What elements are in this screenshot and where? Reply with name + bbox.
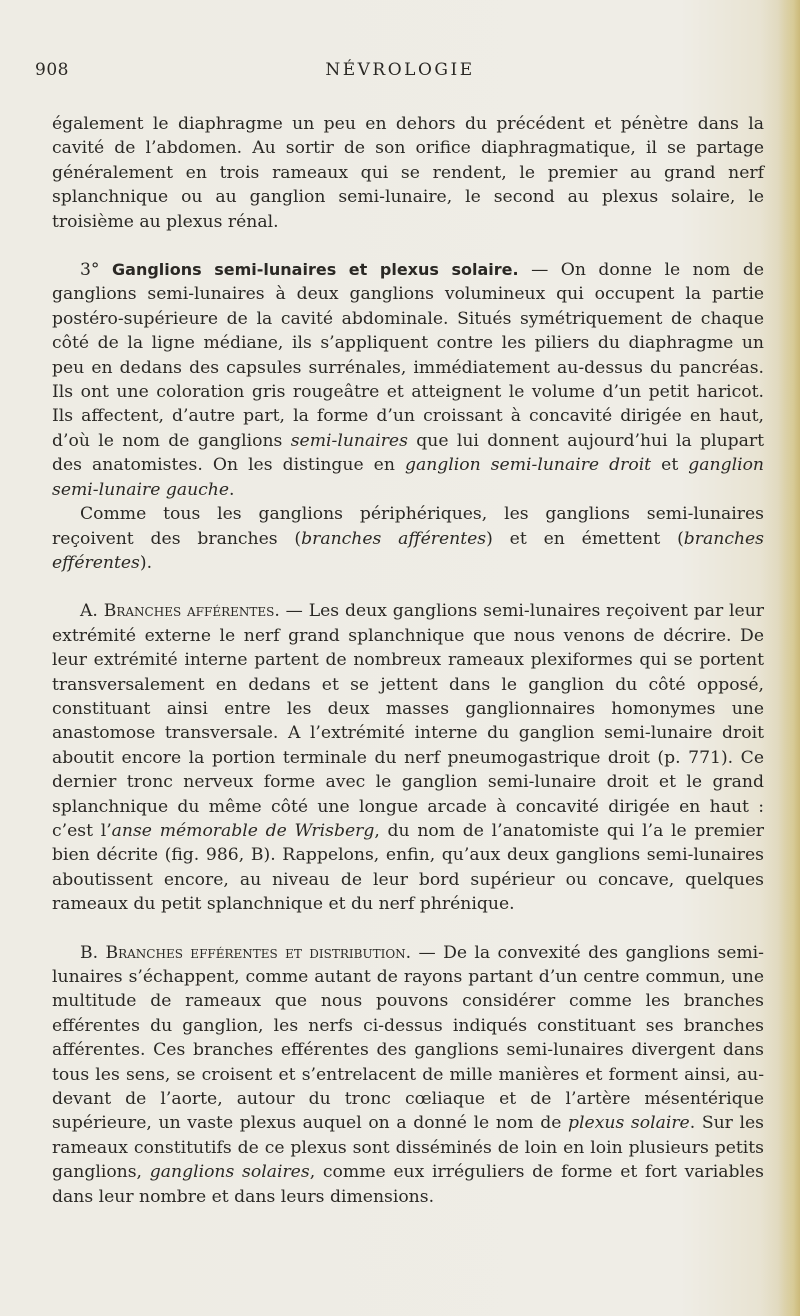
emphasis-ganglion-droit: ganglion semi-lunaire droit [404,455,652,476]
emphasis-branches-efferentes: branches efférentes [52,528,765,573]
section-a-label: A. Branches afférentes. [80,601,280,622]
section-b-text: , comme eux irréguliers de forme et fort variables dans leur nombre et dans leurs dimensions. [52,1162,765,1207]
emphasis-branches-afferentes: branches afférentes [301,528,487,549]
running-head: NÉVROLOGIE [325,60,475,80]
page-number: 908 [35,60,69,80]
section-3-title: Ganglions semi-lunaires et plexus solaire. [112,260,519,280]
page-header [0,60,800,90]
section-3-text: Comme tous les ganglions périphériques, les ganglions semi-lunaires reçoivent des branches ( [52,504,764,549]
section-3-text: . [229,479,235,500]
page-body [52,112,764,1233]
section-3-text: ) et en émettent ( [486,528,684,549]
section-b-paragraph [52,941,764,1209]
section-a-text: — Les deux ganglions semi-lunaires reçoivent par leur extrémité externe le nerf grand splanchnique que nous venons de décrire. De leur extrémité interne partent de nombreux rameaux plexiformes qui se portent transversalement en dedans et se jettent dans le ganglion du côté opposé, constituant ainsi entre les deux masses ganglionnaires homonymes une anastomose transversale. A l’extrémité interne du ganglion semi-lunaire droit aboutit encore la portion terminale du nerf pneumogastrique droit (p. 771). Ce dernier tronc nerveux forme avec le ganglion semi-lunaire droit et le grand splanchnique du même côté une longue arcade à concavité dirigée en haut : c’est l’ [52,601,764,841]
section-a-paragraph [52,599,764,916]
section-b-text: — De la convexité des ganglions semi-lunaires s’échappent, comme autant de rayons partant d’un centre commun, une multitude de rameaux que nous pouvons considérer comme les branches efférentes du ganglion, les nerfs ci-dessus indiqués constituant ses branches afférentes. Ces branches efférentes des ganglions semi-lunaires divergent dans tous les sens, se croisent et s’entrelacent de mille manières et forment ainsi, au-devant de l’aorte, autour du tronc cœliaque et de l’artère mésentérique supérieure, un vaste plexus auquel on a donné le nom de [52,942,764,1134]
section-3-text: et [651,455,689,476]
section-a-text: , du nom de l’anatomiste qui l’a le premier bien décrite (fig. 986, B). Rappelons, enfin, qu’aux deux ganglions semi-lunaires aboutissent encore, au niveau de leur bord supérieur ou concave, quelques rameaux du petit splanchnique et du nerf phrénique. [52,820,764,915]
emphasis-ganglion-gauche: ganglion semi-lunaire gauche [52,455,764,500]
emphasis-semi-lunaires: semi-lunaires [290,430,408,451]
section-3-text: que lui donnent aujourd’hui la plupart des anatomistes. On les distingue en [52,430,765,476]
emphasis-ganglions-solaires: ganglions solaires [149,1162,310,1183]
section-b-label: B. Branches efférentes et distribution. [80,942,412,963]
section-3-text: — On donne le nom de ganglions semi-lunaires à deux ganglions volumineux qui occupent la partie postéro-supérieure de la cavité abdominale. Situés symétriquement de chaque côté de la ligne médiane, ils s’appliquent contre les piliers du diaphragme un peu en dedans des capsules surrénales, immédiatement au-dessus du pancréas. Ils ont une coloration gris rougeâtre et atteignent le volume d’un petit haricot. Ils affectent, d’autre part, la forme d’un croissant à concavité dirigée en haut, d’où le nom de ganglions [52,260,764,451]
section-b-text: . Sur les rameaux constitutifs de ce plexus sont disséminés de loin en loin plusieurs petits ganglions, [52,1113,764,1183]
page-edge-stain [778,0,800,1316]
section-3-number: 3° [80,260,100,281]
emphasis-anse-wrisberg: anse mémorable de Wrisberg [111,820,375,841]
emphasis-plexus-solaire: plexus solaire [568,1113,690,1134]
section-3-text: ). [139,552,153,573]
section-3-paragraph-1 [52,258,764,502]
intro-paragraph: également le diaphragme un peu en dehors du précédent et pénètre dans la cavité de l’abdomen. Au sortir de son orifice diaphragmatique, il se partage généralement en trois rameaux qui se rendent, le premier au grand nerf splanchnique ou au ganglion semi-lunaire, le second au plexus solaire, le troisième au plexus rénal. [52,114,764,232]
section-3-paragraph-2 [52,502,764,575]
